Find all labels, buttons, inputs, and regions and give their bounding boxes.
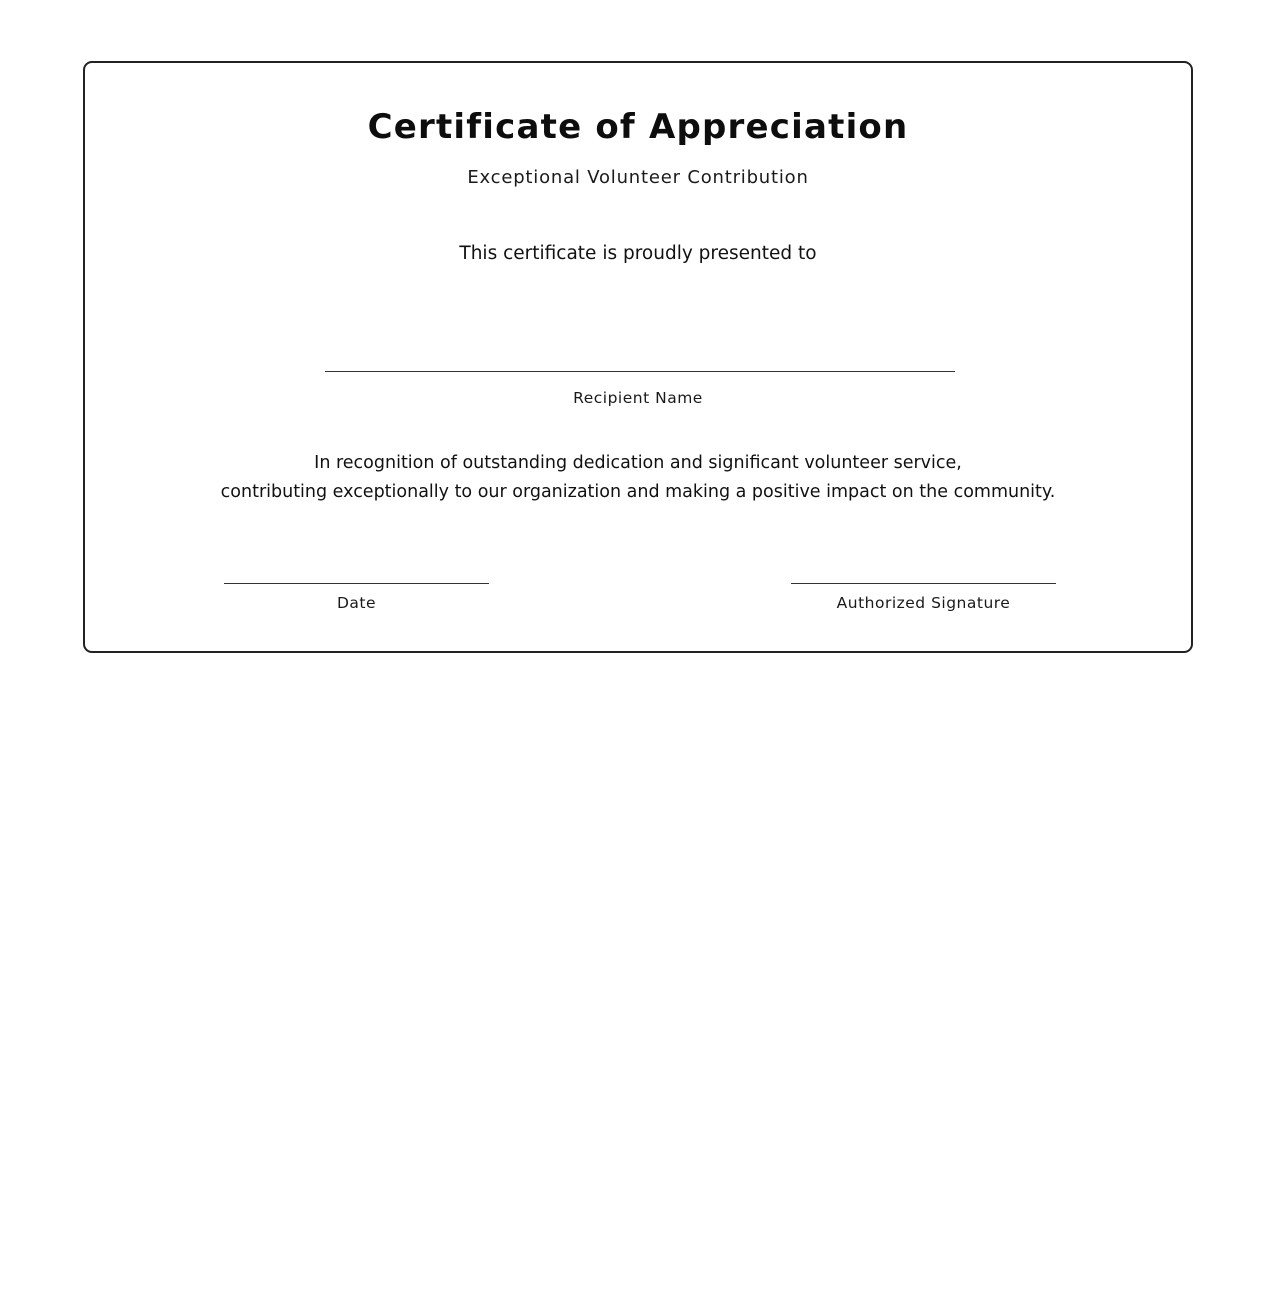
- recognition-line-1: In recognition of outstanding dedication and significant volunteer service,: [314, 453, 962, 473]
- signature-label: Authorized Signature: [836, 594, 1011, 612]
- certificate-title: Certificate of Appreciation: [367, 107, 909, 147]
- signature-line: [791, 583, 1056, 584]
- date-line: [224, 583, 489, 584]
- signature-block: [791, 583, 1056, 612]
- recognition-line-2: contributing exceptionally to our organization and making a positive impact on the community.: [220, 482, 1056, 502]
- certificate-frame: [83, 61, 1193, 653]
- date-block: [224, 583, 489, 612]
- presented-to-text: This certificate is proudly presented to: [459, 243, 817, 264]
- certificate-subtitle: Exceptional Volunteer Contribution: [467, 167, 809, 188]
- recognition-text: [85, 449, 1191, 507]
- recipient-name-label: Recipient Name: [573, 389, 703, 407]
- recipient-name-line: [325, 371, 955, 372]
- date-label: Date: [336, 594, 377, 612]
